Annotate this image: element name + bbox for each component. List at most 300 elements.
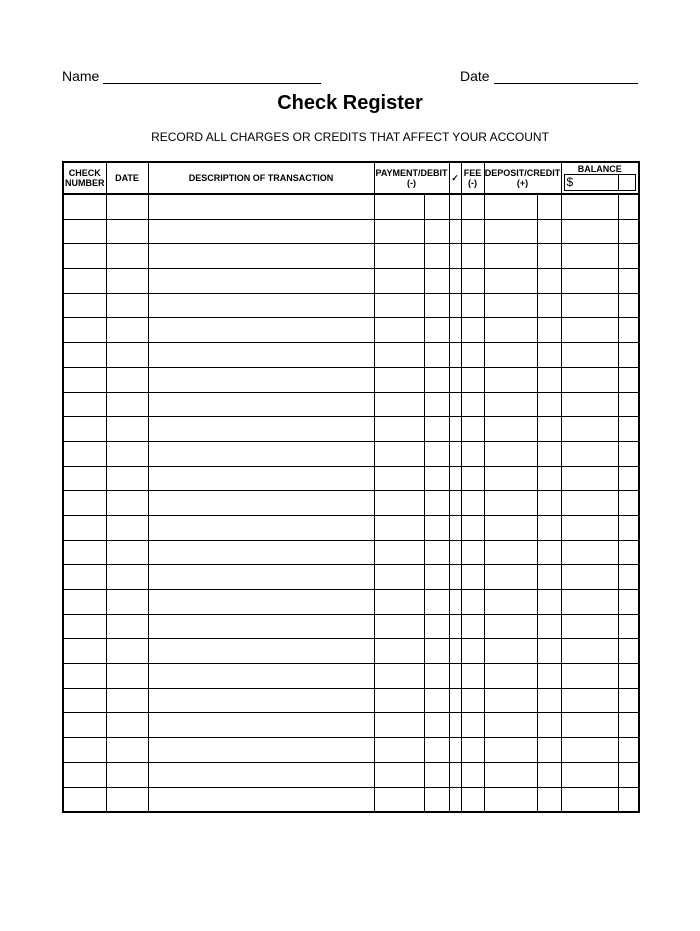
date-cell[interactable] — [106, 787, 148, 812]
fee-cell[interactable] — [461, 540, 484, 565]
deposit-cents-cell[interactable] — [537, 343, 561, 368]
balance-cents-cell[interactable] — [618, 762, 639, 787]
fee-cell[interactable] — [461, 244, 484, 269]
check-number-cell[interactable] — [63, 664, 106, 689]
balance-cents-cell[interactable] — [618, 293, 639, 318]
fee-cell[interactable] — [461, 269, 484, 294]
check-number-cell[interactable] — [63, 713, 106, 738]
balance-start-box[interactable] — [564, 174, 637, 191]
description-cell[interactable] — [148, 762, 374, 787]
check-number-cell[interactable] — [63, 293, 106, 318]
description-cell[interactable] — [148, 787, 374, 812]
deposit-dollars-cell[interactable] — [484, 787, 537, 812]
date-cell[interactable] — [106, 713, 148, 738]
check-mark-cell[interactable] — [449, 540, 461, 565]
fee-cell[interactable] — [461, 565, 484, 590]
balance-dollars-cell[interactable] — [561, 787, 618, 812]
col-date: DATE — [106, 162, 148, 194]
payment-cents-cell[interactable] — [424, 441, 449, 466]
deposit-dollars-cell[interactable] — [484, 515, 537, 540]
deposit-cents-cell[interactable] — [537, 565, 561, 590]
payment-cents-cell[interactable] — [424, 590, 449, 615]
date-cell[interactable] — [106, 491, 148, 516]
check-mark-cell[interactable] — [449, 318, 461, 343]
payment-dollars-cell[interactable] — [374, 664, 424, 689]
payment-dollars-cell[interactable] — [374, 491, 424, 516]
description-cell[interactable] — [148, 194, 374, 219]
date-cell[interactable] — [106, 688, 148, 713]
check-number-cell[interactable] — [63, 590, 106, 615]
description-cell[interactable] — [148, 441, 374, 466]
deposit-dollars-cell[interactable] — [484, 540, 537, 565]
payment-cents-cell[interactable] — [424, 318, 449, 343]
payment-dollars-cell[interactable] — [374, 787, 424, 812]
balance-dollars-cell[interactable] — [561, 417, 618, 442]
date-cell[interactable] — [106, 219, 148, 244]
date-cell[interactable] — [106, 738, 148, 763]
description-cell[interactable] — [148, 713, 374, 738]
payment-dollars-cell[interactable] — [374, 244, 424, 269]
description-cell[interactable] — [148, 491, 374, 516]
payment-cents-cell[interactable] — [424, 688, 449, 713]
payment-cents-cell[interactable] — [424, 664, 449, 689]
check-mark-cell[interactable] — [449, 392, 461, 417]
payment-cents-cell[interactable] — [424, 293, 449, 318]
payment-dollars-cell[interactable] — [374, 515, 424, 540]
payment-cents-cell[interactable] — [424, 244, 449, 269]
payment-dollars-cell[interactable] — [374, 318, 424, 343]
balance-dollar-sign: $ — [565, 175, 619, 190]
balance-cents-cell[interactable] — [618, 194, 639, 219]
deposit-cents-cell[interactable] — [537, 614, 561, 639]
check-mark-cell[interactable] — [449, 367, 461, 392]
deposit-cents-cell[interactable] — [537, 713, 561, 738]
payment-dollars-cell[interactable] — [374, 441, 424, 466]
deposit-dollars-cell[interactable] — [484, 738, 537, 763]
deposit-cents-cell[interactable] — [537, 219, 561, 244]
check-mark-cell[interactable] — [449, 441, 461, 466]
deposit-dollars-cell[interactable] — [484, 269, 537, 294]
table-row — [63, 343, 639, 368]
table-row — [63, 441, 639, 466]
deposit-dollars-cell[interactable] — [484, 417, 537, 442]
check-mark-cell[interactable] — [449, 515, 461, 540]
deposit-cents-cell[interactable] — [537, 441, 561, 466]
date-cell[interactable] — [106, 614, 148, 639]
fee-cell[interactable] — [461, 738, 484, 763]
fee-cell[interactable] — [461, 466, 484, 491]
payment-dollars-cell[interactable] — [374, 688, 424, 713]
balance-dollars-cell[interactable] — [561, 590, 618, 615]
date-cell[interactable] — [106, 664, 148, 689]
date-cell[interactable] — [106, 343, 148, 368]
check-number-cell[interactable] — [63, 343, 106, 368]
balance-dollars-cell[interactable] — [561, 392, 618, 417]
balance-dollars-cell[interactable] — [561, 664, 618, 689]
date-cell[interactable] — [106, 565, 148, 590]
payment-dollars-cell[interactable] — [374, 639, 424, 664]
balance-cents-cell[interactable] — [618, 466, 639, 491]
balance-cents-cell[interactable] — [618, 318, 639, 343]
description-cell[interactable] — [148, 417, 374, 442]
deposit-dollars-cell[interactable] — [484, 491, 537, 516]
deposit-dollars-cell[interactable] — [484, 293, 537, 318]
payment-dollars-cell[interactable] — [374, 269, 424, 294]
check-number-cell[interactable] — [63, 688, 106, 713]
balance-dollars-cell[interactable] — [561, 688, 618, 713]
check-number-cell[interactable] — [63, 194, 106, 219]
payment-cents-cell[interactable] — [424, 219, 449, 244]
balance-cents-cell[interactable] — [618, 244, 639, 269]
deposit-cents-cell[interactable] — [537, 293, 561, 318]
deposit-dollars-cell[interactable] — [484, 639, 537, 664]
payment-cents-cell[interactable] — [424, 392, 449, 417]
payment-dollars-cell[interactable] — [374, 293, 424, 318]
fee-cell[interactable] — [461, 194, 484, 219]
deposit-dollars-cell[interactable] — [484, 713, 537, 738]
col-payment-line1: PAYMENT/DEBIT — [375, 168, 448, 178]
deposit-cents-cell[interactable] — [537, 787, 561, 812]
payment-cents-cell[interactable] — [424, 762, 449, 787]
description-cell[interactable] — [148, 565, 374, 590]
fee-cell[interactable] — [461, 688, 484, 713]
table-row — [63, 614, 639, 639]
date-cell[interactable] — [106, 269, 148, 294]
payment-cents-cell[interactable] — [424, 466, 449, 491]
balance-cents-cell[interactable] — [618, 713, 639, 738]
check-mark-cell[interactable] — [449, 219, 461, 244]
date-cell[interactable] — [106, 515, 148, 540]
payment-cents-cell[interactable] — [424, 194, 449, 219]
fee-cell[interactable] — [461, 787, 484, 812]
payment-dollars-cell[interactable] — [374, 343, 424, 368]
fee-cell[interactable] — [461, 417, 484, 442]
check-number-cell[interactable] — [63, 219, 106, 244]
description-cell[interactable] — [148, 318, 374, 343]
check-number-cell[interactable] — [63, 762, 106, 787]
check-mark-cell[interactable] — [449, 614, 461, 639]
deposit-cents-cell[interactable] — [537, 491, 561, 516]
payment-dollars-cell[interactable] — [374, 540, 424, 565]
deposit-cents-cell[interactable] — [537, 639, 561, 664]
payment-cents-cell[interactable] — [424, 491, 449, 516]
balance-cents-cell[interactable] — [618, 639, 639, 664]
check-mark-cell[interactable] — [449, 787, 461, 812]
check-mark-cell[interactable] — [449, 491, 461, 516]
payment-dollars-cell[interactable] — [374, 565, 424, 590]
payment-dollars-cell[interactable] — [374, 614, 424, 639]
check-number-cell[interactable] — [63, 466, 106, 491]
payment-dollars-cell[interactable] — [374, 466, 424, 491]
check-mark-cell[interactable] — [449, 269, 461, 294]
date-cell[interactable] — [106, 417, 148, 442]
table-row — [63, 688, 639, 713]
fee-cell[interactable] — [461, 614, 484, 639]
fee-cell[interactable] — [461, 343, 484, 368]
balance-dollars-cell[interactable] — [561, 565, 618, 590]
col-description: DESCRIPTION OF TRANSACTION — [148, 162, 374, 194]
payment-cents-cell[interactable] — [424, 515, 449, 540]
balance-dollars-cell[interactable] — [561, 762, 618, 787]
fee-cell[interactable] — [461, 590, 484, 615]
description-cell[interactable] — [148, 343, 374, 368]
balance-dollars-cell[interactable] — [561, 269, 618, 294]
check-mark-cell[interactable] — [449, 738, 461, 763]
date-cell[interactable] — [106, 540, 148, 565]
deposit-dollars-cell[interactable] — [484, 367, 537, 392]
balance-dollars-cell[interactable] — [561, 713, 618, 738]
check-mark-cell[interactable] — [449, 293, 461, 318]
check-number-cell[interactable] — [63, 565, 106, 590]
balance-cents-cell[interactable] — [618, 343, 639, 368]
col-payment-debit — [374, 162, 449, 194]
col-balance-label: BALANCE — [577, 164, 622, 174]
description-cell[interactable] — [148, 219, 374, 244]
deposit-cents-cell[interactable] — [537, 590, 561, 615]
deposit-cents-cell[interactable] — [537, 540, 561, 565]
payment-dollars-cell[interactable] — [374, 713, 424, 738]
balance-dollars-cell[interactable] — [561, 293, 618, 318]
payment-dollars-cell[interactable] — [374, 367, 424, 392]
description-cell[interactable] — [148, 293, 374, 318]
balance-dollars-cell[interactable] — [561, 738, 618, 763]
fee-cell[interactable] — [461, 318, 484, 343]
check-mark-cell[interactable] — [449, 639, 461, 664]
deposit-dollars-cell[interactable] — [484, 590, 537, 615]
register-body — [63, 194, 639, 812]
deposit-dollars-cell[interactable] — [484, 762, 537, 787]
col-balance — [561, 162, 639, 194]
balance-dollars-cell[interactable] — [561, 367, 618, 392]
check-mark-cell[interactable] — [449, 466, 461, 491]
deposit-cents-cell[interactable] — [537, 664, 561, 689]
name-field[interactable] — [62, 68, 321, 84]
deposit-cents-cell[interactable] — [537, 367, 561, 392]
col-deposit-line1: DEPOSIT/CREDIT — [484, 168, 561, 178]
check-number-cell[interactable] — [63, 614, 106, 639]
date-cell[interactable] — [106, 318, 148, 343]
deposit-cents-cell[interactable] — [537, 392, 561, 417]
fee-cell[interactable] — [461, 293, 484, 318]
balance-cents-cell[interactable] — [618, 269, 639, 294]
deposit-cents-cell[interactable] — [537, 466, 561, 491]
payment-cents-cell[interactable] — [424, 565, 449, 590]
fee-cell[interactable] — [461, 713, 484, 738]
check-mark-cell[interactable] — [449, 713, 461, 738]
balance-dollars-cell[interactable] — [561, 318, 618, 343]
description-cell[interactable] — [148, 738, 374, 763]
balance-dollars-cell[interactable] — [561, 441, 618, 466]
balance-dollars-cell[interactable] — [561, 491, 618, 516]
check-number-cell[interactable] — [63, 318, 106, 343]
payment-cents-cell[interactable] — [424, 639, 449, 664]
date-field[interactable] — [460, 68, 638, 84]
date-cell[interactable] — [106, 441, 148, 466]
fee-cell[interactable] — [461, 491, 484, 516]
payment-dollars-cell[interactable] — [374, 417, 424, 442]
description-cell[interactable] — [148, 392, 374, 417]
balance-cents-cell[interactable] — [618, 540, 639, 565]
balance-dollars-cell[interactable] — [561, 614, 618, 639]
payment-cents-cell[interactable] — [424, 614, 449, 639]
payment-cents-cell[interactable] — [424, 713, 449, 738]
date-cell[interactable] — [106, 762, 148, 787]
balance-cents-cell[interactable] — [618, 688, 639, 713]
payment-dollars-cell[interactable] — [374, 762, 424, 787]
check-mark-cell[interactable] — [449, 688, 461, 713]
fee-cell[interactable] — [461, 515, 484, 540]
balance-cents-cell[interactable] — [618, 787, 639, 812]
balance-cents-cell[interactable] — [618, 392, 639, 417]
check-mark-cell[interactable] — [449, 664, 461, 689]
name-blank-line[interactable] — [103, 68, 321, 84]
table-row — [63, 491, 639, 516]
deposit-dollars-cell[interactable] — [484, 688, 537, 713]
table-row — [63, 269, 639, 294]
date-cell[interactable] — [106, 466, 148, 491]
check-number-cell[interactable] — [63, 269, 106, 294]
balance-cents-cell[interactable] — [618, 664, 639, 689]
balance-cents-cell[interactable] — [618, 614, 639, 639]
balance-dollars-cell[interactable] — [561, 194, 618, 219]
date-cell[interactable] — [106, 194, 148, 219]
deposit-cents-cell[interactable] — [537, 762, 561, 787]
payment-cents-cell[interactable] — [424, 269, 449, 294]
balance-dollars-cell[interactable] — [561, 515, 618, 540]
check-number-cell[interactable] — [63, 491, 106, 516]
payment-dollars-cell[interactable] — [374, 590, 424, 615]
deposit-cents-cell[interactable] — [537, 244, 561, 269]
fee-cell[interactable] — [461, 762, 484, 787]
deposit-cents-cell[interactable] — [537, 318, 561, 343]
check-number-cell[interactable] — [63, 367, 106, 392]
deposit-dollars-cell[interactable] — [484, 219, 537, 244]
check-number-cell[interactable] — [63, 244, 106, 269]
payment-cents-cell[interactable] — [424, 787, 449, 812]
table-row — [63, 244, 639, 269]
balance-cents-box[interactable] — [619, 175, 636, 190]
description-cell[interactable] — [148, 515, 374, 540]
check-mark-cell[interactable] — [449, 762, 461, 787]
check-mark-cell[interactable] — [449, 417, 461, 442]
col-check-number-line1: CHECK — [68, 168, 101, 178]
deposit-dollars-cell[interactable] — [484, 194, 537, 219]
check-mark-cell[interactable] — [449, 590, 461, 615]
deposit-dollars-cell[interactable] — [484, 614, 537, 639]
check-number-cell[interactable] — [63, 441, 106, 466]
check-number-cell[interactable] — [63, 639, 106, 664]
check-mark-cell[interactable] — [449, 194, 461, 219]
balance-dollars-cell[interactable] — [561, 343, 618, 368]
description-cell[interactable] — [148, 367, 374, 392]
deposit-cents-cell[interactable] — [537, 688, 561, 713]
payment-cents-cell[interactable] — [424, 417, 449, 442]
deposit-dollars-cell[interactable] — [484, 244, 537, 269]
deposit-dollars-cell[interactable] — [484, 392, 537, 417]
table-row — [63, 515, 639, 540]
description-cell[interactable] — [148, 688, 374, 713]
balance-cents-cell[interactable] — [618, 491, 639, 516]
check-register-table — [62, 161, 640, 813]
date-cell[interactable] — [106, 639, 148, 664]
deposit-cents-cell[interactable] — [537, 269, 561, 294]
deposit-dollars-cell[interactable] — [484, 466, 537, 491]
date-cell[interactable] — [106, 244, 148, 269]
deposit-dollars-cell[interactable] — [484, 318, 537, 343]
balance-cents-cell[interactable] — [618, 367, 639, 392]
payment-dollars-cell[interactable] — [374, 392, 424, 417]
balance-cents-cell[interactable] — [618, 515, 639, 540]
date-cell[interactable] — [106, 293, 148, 318]
description-cell[interactable] — [148, 466, 374, 491]
description-cell[interactable] — [148, 614, 374, 639]
date-cell[interactable] — [106, 392, 148, 417]
check-number-cell[interactable] — [63, 540, 106, 565]
balance-dollars-cell[interactable] — [561, 244, 618, 269]
check-mark-cell[interactable] — [449, 343, 461, 368]
balance-cents-cell[interactable] — [618, 441, 639, 466]
deposit-dollars-cell[interactable] — [484, 441, 537, 466]
balance-cents-cell[interactable] — [618, 219, 639, 244]
deposit-cents-cell[interactable] — [537, 738, 561, 763]
fee-cell[interactable] — [461, 367, 484, 392]
balance-cents-cell[interactable] — [618, 565, 639, 590]
description-cell[interactable] — [148, 639, 374, 664]
check-mark-cell[interactable] — [449, 244, 461, 269]
description-cell[interactable] — [148, 269, 374, 294]
check-mark-cell[interactable] — [449, 565, 461, 590]
description-cell[interactable] — [148, 540, 374, 565]
fee-cell[interactable] — [461, 639, 484, 664]
payment-cents-cell[interactable] — [424, 540, 449, 565]
check-number-cell[interactable] — [63, 417, 106, 442]
date-cell[interactable] — [106, 367, 148, 392]
description-cell[interactable] — [148, 664, 374, 689]
check-number-cell[interactable] — [63, 515, 106, 540]
payment-cents-cell[interactable] — [424, 738, 449, 763]
fee-cell[interactable] — [461, 219, 484, 244]
balance-dollars-cell[interactable] — [561, 219, 618, 244]
balance-cents-cell[interactable] — [618, 417, 639, 442]
deposit-dollars-cell[interactable] — [484, 343, 537, 368]
balance-dollars-cell[interactable] — [561, 540, 618, 565]
deposit-dollars-cell[interactable] — [484, 664, 537, 689]
check-number-cell[interactable] — [63, 787, 106, 812]
deposit-dollars-cell[interactable] — [484, 565, 537, 590]
fee-cell[interactable] — [461, 392, 484, 417]
payment-dollars-cell[interactable] — [374, 194, 424, 219]
fee-cell[interactable] — [461, 664, 484, 689]
balance-dollars-cell[interactable] — [561, 466, 618, 491]
balance-cents-cell[interactable] — [618, 738, 639, 763]
payment-cents-cell[interactable] — [424, 367, 449, 392]
deposit-cents-cell[interactable] — [537, 515, 561, 540]
balance-dollars-cell[interactable] — [561, 639, 618, 664]
payment-dollars-cell[interactable] — [374, 738, 424, 763]
date-cell[interactable] — [106, 590, 148, 615]
description-cell[interactable] — [148, 590, 374, 615]
deposit-cents-cell[interactable] — [537, 194, 561, 219]
payment-cents-cell[interactable] — [424, 343, 449, 368]
check-number-cell[interactable] — [63, 738, 106, 763]
check-number-cell[interactable] — [63, 392, 106, 417]
fee-cell[interactable] — [461, 441, 484, 466]
payment-dollars-cell[interactable] — [374, 219, 424, 244]
description-cell[interactable] — [148, 244, 374, 269]
balance-cents-cell[interactable] — [618, 590, 639, 615]
deposit-cents-cell[interactable] — [537, 417, 561, 442]
date-blank-line[interactable] — [494, 68, 638, 84]
